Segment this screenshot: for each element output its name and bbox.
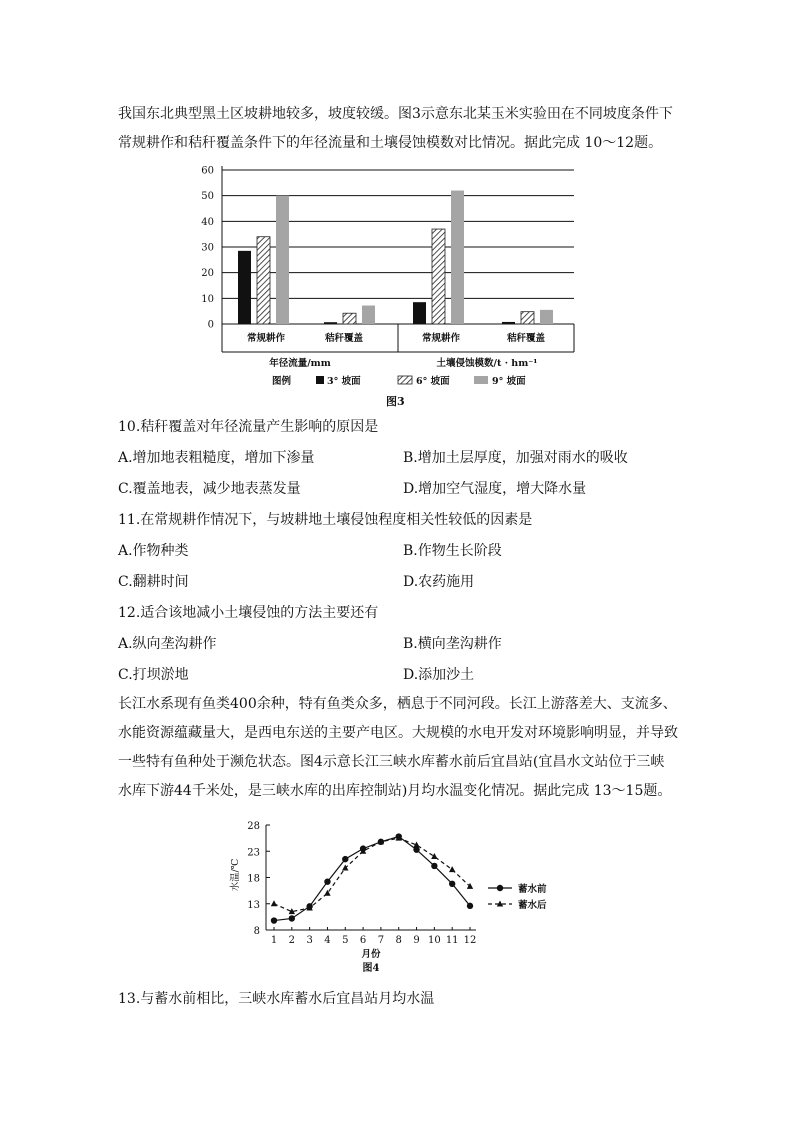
- bar: [238, 251, 251, 324]
- point-before: [342, 856, 348, 862]
- legend-label: 6° 坡面: [416, 376, 450, 387]
- y-axis-label: 水温/℃: [230, 858, 241, 892]
- x-tick-label: 3: [306, 935, 313, 946]
- intro-paragraph-1: 我国东北典型黑土区坡耕地较多，坡度较缓。图3示意东北某玉米实验田在不同坡度条件下常规耕作和秸秆覆盖条件下的年径流量和土壤侵蚀模数对比情况。据此完成 10～12题。: [118, 106, 673, 151]
- legend-swatch: [316, 376, 324, 384]
- bar: [362, 306, 375, 324]
- y-tick-label: 0: [207, 319, 214, 331]
- intro-paragraph-2: 长江水系现有鱼类400余种，特有鱼类众多，栖息于不同河段。长江上游落差大、支流多、水能资源蕴藏量大，是西电东送的主要产电区。大规模的水电开发对环境影响明显，并导致一些特有鱼种处于濒危状态。图4示意长江三峡水库蓄水前后宜昌站(宜昌水文站位于三峡水库下游44千米处，是三峡水库的出库控制站)月均水温变化情况。据此完成 13～15题。: [118, 696, 678, 799]
- group-label: 秸秆覆盖: [324, 333, 364, 344]
- group-label: 常规耕作: [421, 333, 461, 344]
- section-label: 土壤侵蚀模数/t · hm⁻¹: [436, 358, 538, 369]
- bar: [502, 322, 515, 324]
- x-tick-label: 2: [288, 935, 296, 946]
- question-10-option-d: D.增加空气湿度，增大降水量: [403, 481, 587, 497]
- x-tick-label: 10: [427, 935, 441, 946]
- question-11-stem: 11.在常规耕作情况下，与坡耕地土壤侵蚀程度相关性较低的因素是: [118, 512, 533, 528]
- bar: [343, 313, 356, 324]
- x-tick-label: 8: [395, 935, 402, 946]
- bar: [432, 229, 445, 324]
- x-tick-label: 1: [270, 935, 278, 946]
- group-label: 秸秆覆盖: [506, 333, 546, 344]
- group-label: 常规耕作: [246, 333, 286, 344]
- legend-swatch: [474, 376, 488, 384]
- y-tick-label: 28: [247, 821, 260, 832]
- bar: [540, 310, 553, 324]
- question-12-option-a: A.纵向垄沟耕作: [118, 636, 217, 652]
- legend-title: 图例: [272, 376, 292, 387]
- legend-label: 3° 坡面: [327, 376, 361, 387]
- section-label: 年径流量/mm: [269, 358, 331, 369]
- series-line-before: [274, 837, 470, 921]
- legend-swatch: [398, 376, 412, 384]
- figure-3-caption: 图3: [386, 395, 405, 408]
- y-tick-label: 13: [247, 899, 260, 911]
- x-tick-label: 7: [377, 935, 385, 946]
- x-tick-label: 11: [445, 935, 459, 946]
- figure-4-caption: 图4: [362, 963, 380, 974]
- question-10-option-b: B.增加土层厚度，加强对雨水的吸收: [403, 450, 628, 466]
- bar: [324, 322, 337, 324]
- series-line-after: [274, 838, 470, 912]
- point-before: [289, 915, 295, 921]
- y-tick-label: 60: [201, 165, 214, 177]
- x-tick-label: 12: [463, 935, 477, 946]
- x-tick-label: 9: [413, 935, 420, 946]
- y-tick-label: 18: [247, 873, 260, 885]
- figure-4-line-chart: [226, 815, 576, 975]
- point-before: [324, 879, 330, 885]
- y-tick-label: 30: [201, 242, 214, 254]
- point-after: [431, 853, 437, 859]
- bar: [413, 302, 426, 324]
- point-before: [271, 917, 277, 923]
- question-11-option-c: C.翻耕时间: [118, 574, 189, 590]
- point-before: [467, 903, 473, 909]
- y-tick-label: 10: [201, 293, 214, 305]
- point-before: [431, 863, 437, 869]
- question-12-option-c: C.打坝淤地: [118, 667, 189, 683]
- y-tick-label: 50: [201, 191, 214, 203]
- x-tick-label: 6: [359, 935, 367, 946]
- x-axis-label: 月份: [361, 949, 381, 960]
- legend-label: 9° 坡面: [492, 376, 526, 387]
- question-12-option-d: D.添加沙土: [403, 667, 475, 683]
- point-after: [449, 866, 455, 872]
- bar: [451, 191, 464, 324]
- figure-3-bar-chart: [196, 158, 586, 388]
- y-tick-label: 8: [253, 926, 260, 937]
- legend-label-after: 蓄水后: [518, 900, 547, 911]
- point-after: [271, 900, 277, 906]
- legend-marker-before: [497, 885, 503, 891]
- question-10-option-a: A.增加地表粗糙度，增加下渗量: [118, 450, 315, 466]
- question-12-stem: 12.适合该地减小土壤侵蚀的方法主要还有: [118, 605, 379, 621]
- y-tick-label: 23: [247, 847, 260, 859]
- question-12-option-b: B.横向垄沟耕作: [403, 636, 502, 652]
- x-tick-label: 5: [342, 935, 349, 946]
- question-11-option-a: A.作物种类: [118, 543, 189, 559]
- question-11-option-b: B.作物生长阶段: [403, 543, 502, 559]
- question-10-option-c: C.覆盖地表，减少地表蒸发量: [118, 481, 301, 497]
- y-tick-label: 40: [201, 216, 214, 228]
- x-tick-label: 4: [324, 935, 331, 946]
- question-10-stem: 10.秸秆覆盖对年径流量产生影响的原因是: [118, 419, 379, 435]
- bar: [521, 312, 534, 324]
- legend-label-before: 蓄水前: [518, 884, 547, 895]
- bar: [257, 237, 270, 324]
- point-after: [342, 865, 348, 871]
- question-13-stem: 13.与蓄水前相比，三峡水库蓄水后宜昌站月均水温: [118, 991, 435, 1007]
- y-tick-label: 20: [201, 268, 214, 280]
- bar: [276, 196, 289, 324]
- question-11-option-d: D.农药施用: [403, 574, 475, 590]
- point-before: [449, 881, 455, 887]
